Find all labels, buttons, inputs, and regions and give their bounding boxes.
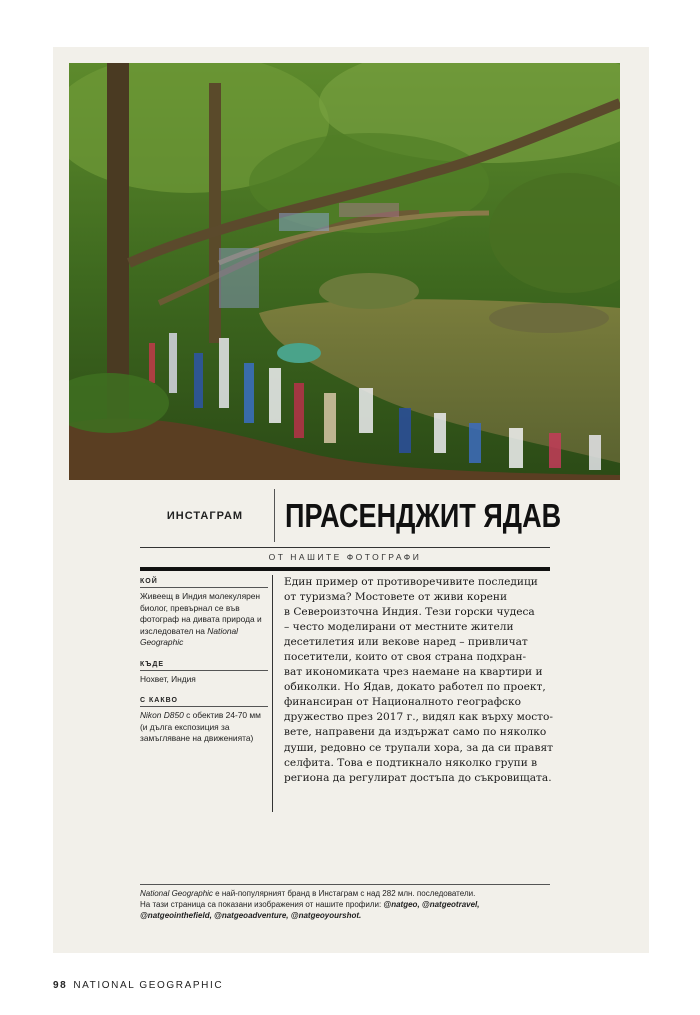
with-label: С КАКВО [140, 697, 268, 707]
info-sidebar [140, 578, 268, 757]
footer-line2: На тази страница са показани изображения от нашите профили: [140, 900, 382, 909]
handle-natgeo[interactable]: @natgeo, [383, 900, 420, 909]
body-line: Един пример от противоречивите последици [284, 576, 538, 588]
section-label: ИНСТАГРАМ [166, 510, 244, 522]
handle-natgeointhefield[interactable]: @natgeointhefield, [140, 911, 212, 920]
who-italic: National Geographic [140, 625, 239, 647]
body-divider [272, 575, 273, 812]
where-label: КЪДЕ [140, 661, 268, 671]
footer-line1: е най-популярният бранд в Инстаграм с над 282 млн. последователи. [215, 889, 476, 898]
page-number: 98 [53, 979, 68, 991]
body-line: вете, направени да издържат само по няколко [284, 726, 547, 739]
footer-rule [140, 884, 550, 885]
body-line: посетители, които от своя страна подхран- [284, 651, 527, 664]
who-label: КОЙ [140, 578, 268, 588]
magazine-name: NATIONAL GEOGRAPHIC [73, 979, 224, 991]
handle-natgeoyourshot[interactable]: @natgeoyourshot. [290, 911, 362, 920]
camera-name: Nikon D850 [140, 710, 184, 720]
body-line: души, редовно се трупали хора, за да си правят [284, 741, 553, 754]
body-line: селфита. Това е подтикнало няколко групи в [284, 756, 538, 769]
body-line: от туризма? Мостовете от живи корени [284, 591, 508, 604]
with-text [140, 710, 268, 745]
living-root-bridge-photo [69, 63, 620, 480]
body-line: десетилетия или векове наред – привличат [284, 636, 528, 649]
body-line: обиколки. Но Ядав, докато работел по проект, [284, 681, 546, 694]
body-line: дружество през 2017 г., видял как върху мосто- [284, 711, 553, 724]
footer-brand: National Geographic [140, 889, 213, 898]
subtitle-bottom-rule [140, 567, 550, 571]
where-text: Нохвет, Индия [140, 673, 196, 684]
camera-details: с обектив 24-70 мм (и дълга експозиция за замъгляване на движенията) [140, 710, 261, 743]
body-line: финансиран от Националното географско [284, 696, 521, 709]
body-line: – често моделирани от местните жители [284, 621, 514, 634]
photographer-title: ПРАСЕНДЖИТ ЯДАВ [285, 497, 562, 534]
header-divider [274, 489, 275, 542]
who-text [140, 591, 268, 649]
photo-illustration [69, 63, 620, 480]
handle-natgeoadventure[interactable]: @natgeoadventure, [214, 911, 289, 920]
page-folio [53, 978, 223, 992]
handle-natgeotravel[interactable]: @natgeotravel, [421, 900, 480, 909]
article-body [284, 575, 552, 786]
body-line: ват икономиката чрез наемане на квартири и [284, 666, 543, 679]
body-line: региона да регулират достъпа до съкровищата. [284, 771, 552, 784]
footer-note [140, 888, 552, 921]
subtitle-top-rule [140, 547, 550, 548]
body-line: в Североизточна Индия. Тези горски чудеса [284, 606, 535, 619]
section-subtitle: ОТ НАШИТЕ ФОТОГРАФИ [268, 552, 422, 562]
who-description: Живеещ в Индия молекулярен биолог, превърнал се във фотограф на дивата природа и изследовател на [140, 591, 262, 636]
